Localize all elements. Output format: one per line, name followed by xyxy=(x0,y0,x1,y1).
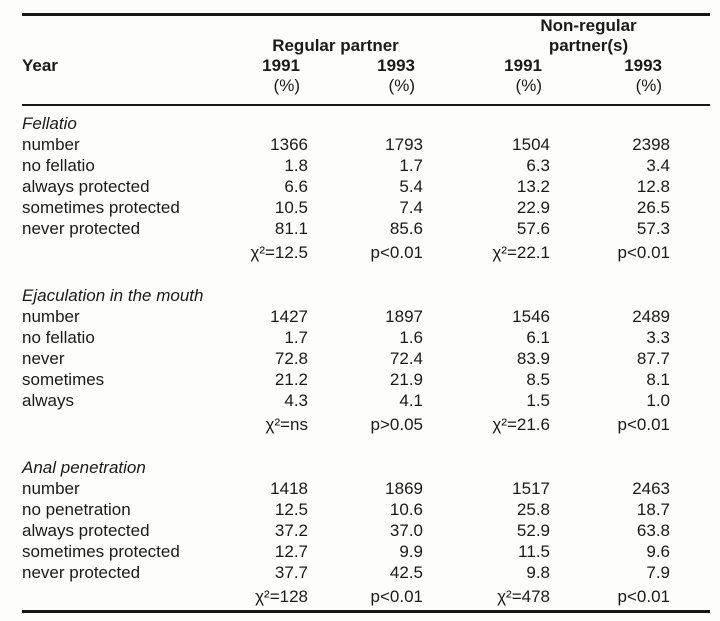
p-value-cell: p>0.05 xyxy=(370,414,423,434)
value-cell: 83.9 xyxy=(516,348,550,368)
group-header-row xyxy=(22,15,710,57)
table-row xyxy=(22,348,710,369)
spacer-cell xyxy=(670,348,710,369)
table-row xyxy=(22,499,710,520)
value-cell: 37.7 xyxy=(274,562,308,582)
value-cell: 9.6 xyxy=(646,541,671,561)
survey-data-table xyxy=(22,13,710,613)
value-cell: 81.1 xyxy=(274,218,308,238)
spacer-cell xyxy=(22,15,212,57)
statistics-row xyxy=(22,583,710,612)
section-title-row xyxy=(22,266,710,306)
value-cell: 87.7 xyxy=(636,348,671,368)
spacer-cell xyxy=(670,541,710,562)
spacer-cell xyxy=(22,411,212,438)
chi-square-cell: χ²=128 xyxy=(255,586,308,606)
value-cell: 1546 xyxy=(512,306,550,326)
year-header-nonregular-1993: 1993 xyxy=(624,56,663,75)
section-title-row xyxy=(22,438,710,478)
row-label: never protected xyxy=(22,218,141,238)
value-cell: 3.3 xyxy=(646,327,671,347)
spacer-cell xyxy=(670,327,710,348)
value-cell: 2398 xyxy=(632,134,671,154)
value-cell: 1.0 xyxy=(646,390,671,410)
table-row xyxy=(22,390,710,411)
year-header-regular-1991: 1991 xyxy=(262,56,300,75)
spacer-cell xyxy=(670,76,710,105)
value-cell: 21.9 xyxy=(389,369,423,389)
row-label: always protected xyxy=(22,176,150,196)
year-column-label: Year xyxy=(22,56,58,75)
value-cell: 21.2 xyxy=(274,369,308,389)
value-cell: 7.9 xyxy=(646,562,671,582)
chi-square-cell: χ²=12.5 xyxy=(250,242,308,262)
value-cell: 1.7 xyxy=(399,155,423,175)
row-label: always xyxy=(22,390,74,410)
value-cell: 37.0 xyxy=(389,520,423,540)
spacer-cell xyxy=(670,176,710,197)
value-cell: 13.2 xyxy=(516,176,550,196)
percent-label: (%) xyxy=(550,76,670,105)
spacer-cell xyxy=(670,197,710,218)
value-cell: 25.8 xyxy=(516,499,550,519)
value-cell: 12.5 xyxy=(274,499,308,519)
value-cell: 12.7 xyxy=(274,541,308,561)
table-row xyxy=(22,176,710,197)
value-cell: 10.6 xyxy=(389,499,423,519)
value-cell: 57.6 xyxy=(516,218,550,238)
value-cell: 6.6 xyxy=(284,176,308,196)
value-cell: 11.5 xyxy=(518,541,550,561)
chi-square-cell: χ²=22.1 xyxy=(492,242,550,262)
section-ejaculation xyxy=(22,266,710,438)
year-header-row xyxy=(22,56,710,76)
spacer-cell xyxy=(670,15,710,57)
section-title: Fellatio xyxy=(22,114,77,133)
row-label: no fellatio xyxy=(22,155,95,175)
value-cell: 1897 xyxy=(385,306,423,326)
value-cell: 5.4 xyxy=(399,176,423,196)
row-label: always protected xyxy=(22,520,150,540)
value-cell: 2489 xyxy=(632,306,671,326)
value-cell: 1427 xyxy=(270,306,308,326)
value-cell: 1.7 xyxy=(284,327,308,347)
p-value-cell: p<0.01 xyxy=(370,242,423,262)
value-cell: 85.6 xyxy=(389,218,423,238)
spacer-cell xyxy=(670,478,710,499)
value-cell: 1.5 xyxy=(526,390,550,410)
value-cell: 1.8 xyxy=(284,155,308,175)
row-label: number xyxy=(22,306,80,326)
value-cell: 1418 xyxy=(270,478,308,498)
table-row xyxy=(22,155,710,176)
spacer-cell xyxy=(670,520,710,541)
spacer-cell xyxy=(22,76,212,105)
section-title: Ejaculation in the mouth xyxy=(22,286,204,305)
value-cell: 12.8 xyxy=(636,176,671,196)
spacer-cell xyxy=(670,583,710,612)
percent-label: (%) xyxy=(308,76,423,105)
percent-label: (%) xyxy=(212,76,308,105)
spacer-cell xyxy=(670,218,710,239)
percent-header-row xyxy=(22,76,710,105)
group-header-regular-partner: Regular partner xyxy=(272,36,399,55)
section-fellatio xyxy=(22,105,710,266)
table-row xyxy=(22,520,710,541)
spacer-cell xyxy=(670,499,710,520)
p-value-cell: p<0.01 xyxy=(617,586,671,606)
row-label: never xyxy=(22,348,65,368)
table-row xyxy=(22,369,710,390)
value-cell: 4.3 xyxy=(284,390,308,410)
value-cell: 72.8 xyxy=(274,348,308,368)
statistics-row xyxy=(22,239,710,266)
value-cell: 6.3 xyxy=(526,155,550,175)
spacer-cell xyxy=(670,56,710,76)
section-anal-penetration xyxy=(22,438,710,612)
value-cell: 1504 xyxy=(512,134,550,154)
group-header-nonregular-partner: Non-regular partner(s) xyxy=(540,16,637,55)
value-cell: 42.5 xyxy=(389,562,423,582)
value-cell: 52.9 xyxy=(516,520,550,540)
spacer-cell xyxy=(670,306,710,327)
value-cell: 8.1 xyxy=(646,369,671,389)
value-cell: 26.5 xyxy=(636,197,671,217)
value-cell: 57.3 xyxy=(636,218,671,238)
spacer-cell xyxy=(670,390,710,411)
value-cell: 18.7 xyxy=(636,499,671,519)
spacer-cell xyxy=(670,155,710,176)
section-title-row xyxy=(22,105,710,134)
chi-square-cell: χ²=ns xyxy=(265,414,308,434)
year-header-regular-1993: 1993 xyxy=(377,56,415,75)
p-value-cell: p<0.01 xyxy=(617,242,671,262)
value-cell: 22.9 xyxy=(516,197,550,217)
value-cell: 1366 xyxy=(270,134,308,154)
row-label: sometimes protected xyxy=(22,197,180,217)
row-label: no fellatio xyxy=(22,327,95,347)
value-cell: 3.4 xyxy=(646,155,671,175)
value-cell: 7.4 xyxy=(399,197,423,217)
row-label: number xyxy=(22,134,80,154)
value-cell: 37.2 xyxy=(274,520,308,540)
value-cell: 1.6 xyxy=(399,327,423,347)
value-cell: 72.4 xyxy=(389,348,423,368)
spacer-cell xyxy=(22,583,212,612)
spacer-cell xyxy=(22,239,212,266)
spacer-cell xyxy=(670,239,710,266)
value-cell: 10.5 xyxy=(274,197,308,217)
p-value-cell: p<0.01 xyxy=(617,414,671,434)
value-cell: 6.1 xyxy=(526,327,550,347)
value-cell: 4.1 xyxy=(399,390,423,410)
section-title: Anal penetration xyxy=(22,458,146,477)
percent-label: (%) xyxy=(423,76,550,105)
table-row xyxy=(22,218,710,239)
row-label: sometimes protected xyxy=(22,541,180,561)
row-label: never protected xyxy=(22,562,141,582)
table-row xyxy=(22,327,710,348)
value-cell: 63.8 xyxy=(636,520,671,540)
p-value-cell: p<0.01 xyxy=(370,586,423,606)
table-row xyxy=(22,541,710,562)
table-row xyxy=(22,478,710,499)
chi-square-cell: χ²=21.6 xyxy=(492,414,550,434)
spacer-cell xyxy=(670,134,710,155)
row-label: sometimes xyxy=(22,369,105,389)
value-cell: 8.5 xyxy=(526,369,550,389)
value-cell: 1793 xyxy=(385,134,423,154)
spacer-cell xyxy=(670,562,710,583)
table-row xyxy=(22,134,710,155)
value-cell: 9.8 xyxy=(526,562,550,582)
spacer-cell xyxy=(670,411,710,438)
chi-square-cell: χ²=478 xyxy=(497,586,550,606)
row-label: number xyxy=(22,478,80,498)
table-row xyxy=(22,197,710,218)
value-cell: 9.9 xyxy=(399,541,423,561)
table-row xyxy=(22,306,710,327)
year-header-nonregular-1991: 1991 xyxy=(504,56,542,75)
table-row xyxy=(22,562,710,583)
table-header xyxy=(22,15,710,106)
value-cell: 1869 xyxy=(385,478,423,498)
spacer-cell xyxy=(670,369,710,390)
value-cell: 1517 xyxy=(512,478,550,498)
value-cell: 2463 xyxy=(632,478,671,498)
statistics-row xyxy=(22,411,710,438)
row-label: no penetration xyxy=(22,499,131,519)
